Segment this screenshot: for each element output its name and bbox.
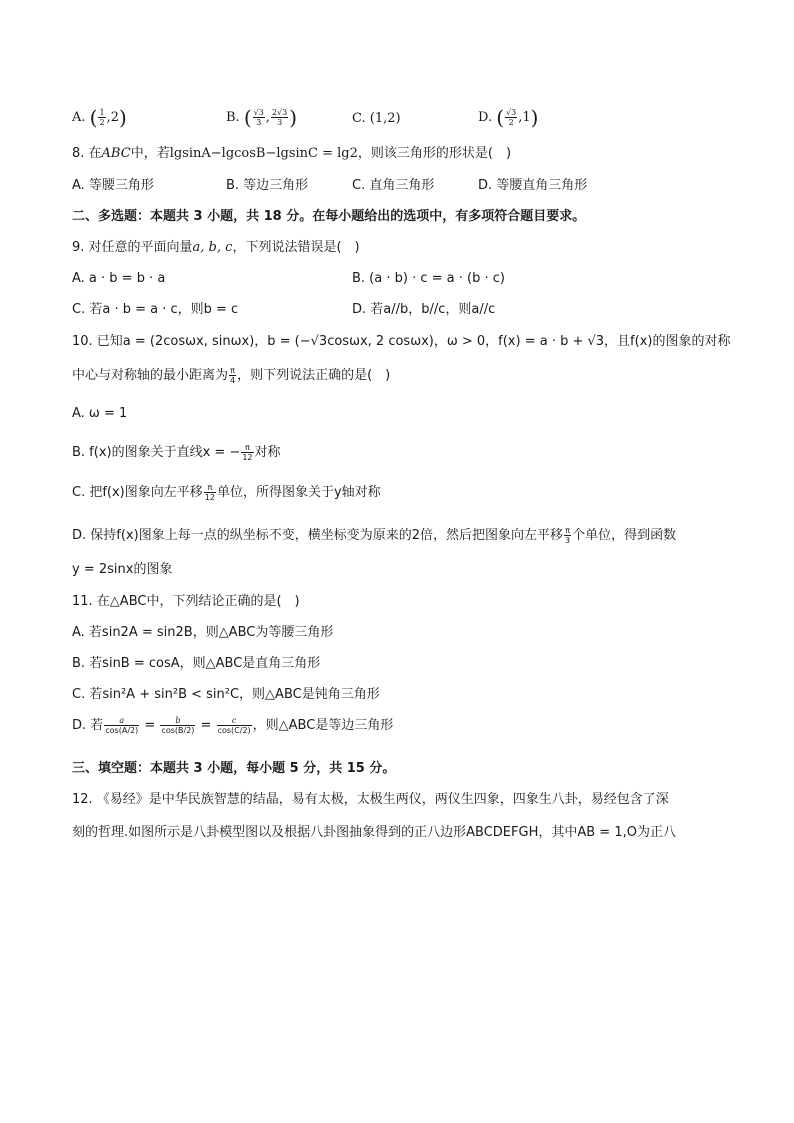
q8-option-b: B. 等边三角形	[226, 178, 309, 193]
q8-option-d: D. 等腰直角三角形	[478, 178, 588, 193]
option-label: D.	[478, 110, 493, 125]
section-heading-fill: 三、填空题：本题共 3 小题，每小题 5 分，共 15 分。	[72, 761, 396, 776]
q8-option-c: C. 直角三角形	[352, 178, 435, 193]
q9-option-d: D. 若a//b，b//c，则a//c	[352, 302, 496, 317]
q11-option-b: B. 若sinB = cosA，则△ABC是直角三角形	[72, 656, 321, 671]
q9-option-a: A. a · b = b · a	[72, 271, 166, 286]
option-rest: ,1	[518, 110, 531, 125]
q7-option-c	[352, 110, 401, 128]
q10-stem-line1: 10. 已知a = (2cosωx, sinωx)，b = (−√3cosωx, 2 cosωx)，ω > 0，f(x) = a · b + √3，且f(x)的图象的对称	[72, 334, 731, 349]
fraction: $\frac{1}{2}$	[99, 108, 105, 127]
q10-option-d-cont: y = 2sinx的图象	[72, 562, 173, 577]
option-label: B.	[226, 110, 240, 125]
q7-option-d: D. ( $\frac{√3}{2}$ ,1)	[478, 105, 539, 130]
q9-option-c: C. 若a · b = a · c，则b = c	[72, 302, 239, 317]
q11-stem: 11. 在△ABC中，下列结论正确的是( )	[72, 594, 300, 609]
q11-option-c: C. 若sin²A + sin²B < sin²C，则△ABC是钝角三角形	[72, 687, 380, 702]
option-label: C.	[352, 111, 366, 126]
q10-stem-line2: 中心与对称轴的最小距离为 $\frac{\pi}{4}$ ，则下列说法正确的是( )	[72, 366, 391, 385]
fraction: $\frac{√3}{2}$	[506, 108, 517, 127]
option-value: (1,2)	[369, 111, 401, 126]
q7-option-b: B. ( $\frac{√3}{3}$ , $\frac{2√3}{3}$ )	[226, 105, 298, 130]
q8-stem: 8. 在ABC中，若lgsinA−lgcosB−lgsinC = lg2，则该三角形的形状是( )	[72, 146, 512, 161]
fraction: $\frac{√3}{3}$	[253, 108, 264, 127]
q10-option-b: B. f(x)的图象关于直线x = − $\frac{\pi}{12}$ 对称	[72, 443, 281, 462]
q11-option-a: A. 若sin2A = sin2B，则△ABC为等腰三角形	[72, 625, 334, 640]
q12-stem-line1: 12. 《易经》是中华民族智慧的结晶，易有太极，太极生两仪，两仪生四象，四象生八卦，易经包含了深	[72, 792, 669, 807]
q9-stem: 9. 对任意的平面向量a, b, c，下列说法错误是( )	[72, 240, 360, 255]
q10-option-a: A. ω = 1	[72, 406, 128, 421]
option-rest: ,2	[106, 110, 119, 125]
q11-option-d: D. 若 $\frac{a}{\cos(A/2)}$ = $\frac{b}{\cos(B/2)}$ = $\frac{c}{\cos(C/2)}$ ，则△ABC是等边三角形	[72, 716, 394, 735]
option-label: A.	[72, 110, 86, 125]
q9-option-b: B. (a · b) · c = a · (b · c)	[352, 271, 505, 286]
section-heading-multi: 二、多选题：本题共 3 小题，共 18 分。在每小题给出的选项中，有多项符合题目要求。	[72, 209, 586, 224]
q7-option-a: A. ( $\frac{1}{2}$ ,2)	[72, 105, 127, 130]
q12-stem-line2: 刻的哲理.如图所示是八卦模型图以及根据八卦图抽象得到的正八边形ABCDEFGH，其中AB = 1,O为正八	[72, 825, 676, 840]
q10-option-d: D. 保持f(x)图象上每一点的纵坐标不变，横坐标变为原来的2倍，然后把图象向左平移 $\frac{\pi}{3}$ 个单位，得到函数	[72, 526, 677, 545]
fraction: $\frac{2√3}{3}$	[271, 108, 288, 127]
q10-option-c: C. 把f(x)图象向左平移 $\frac{\pi}{12}$ 单位，所得图象关于y轴对称	[72, 483, 381, 502]
q8-option-a: A. 等腰三角形	[72, 178, 154, 193]
